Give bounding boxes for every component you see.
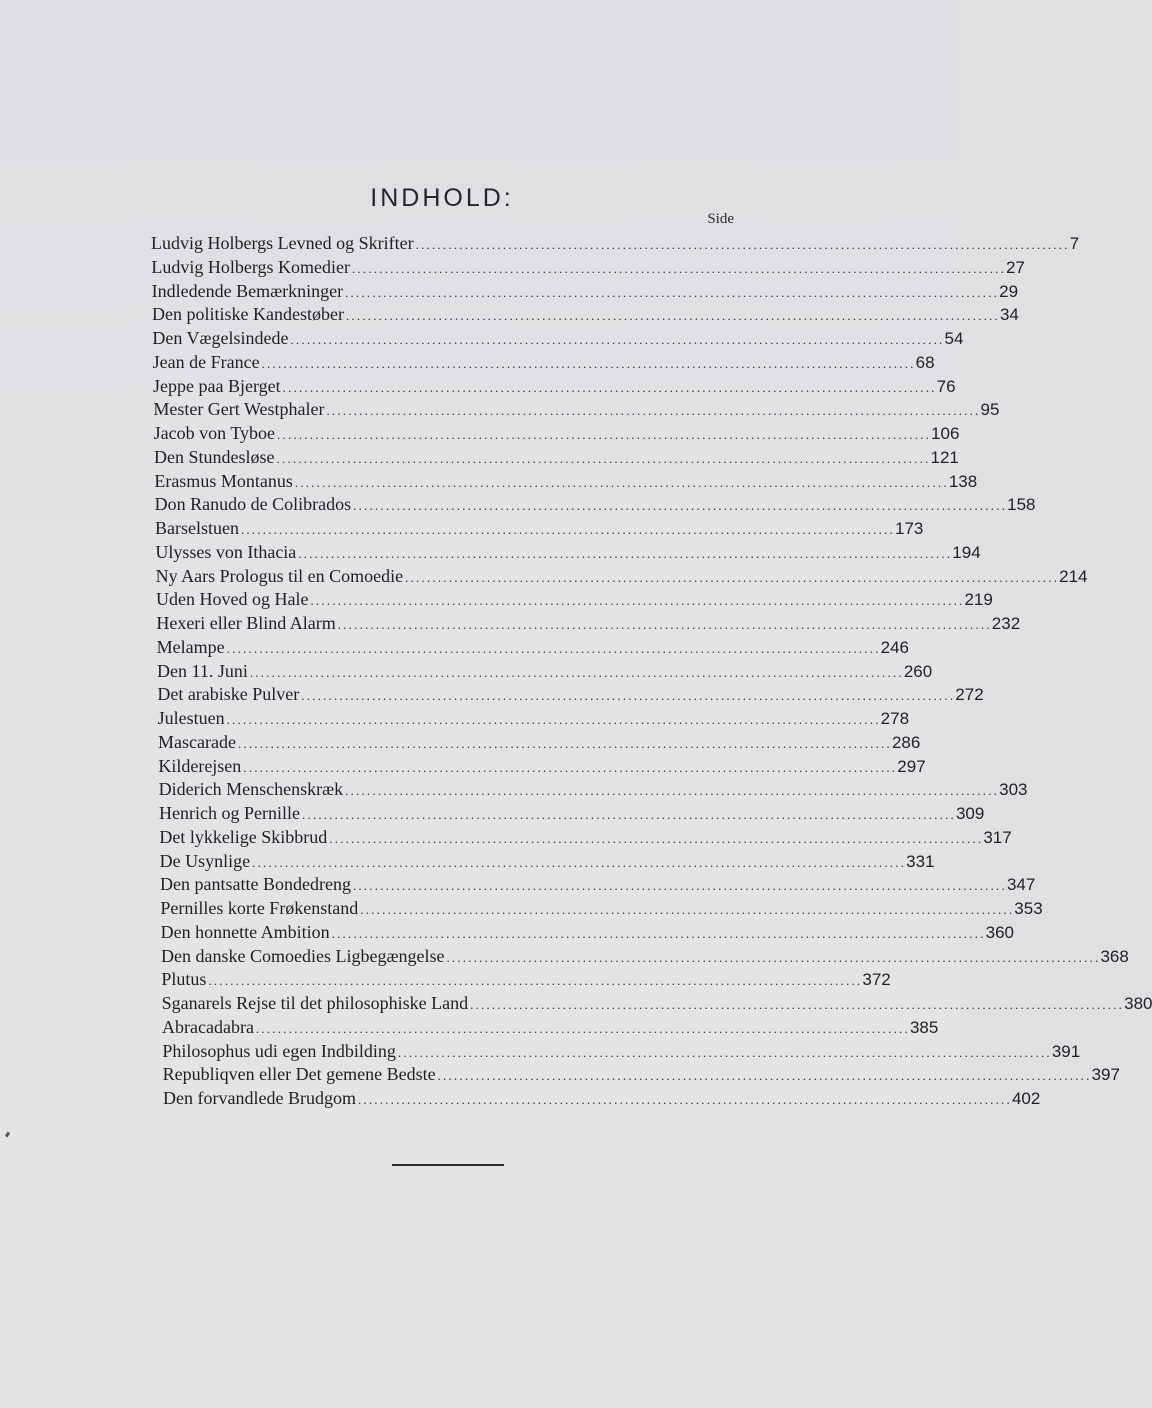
- toc-entry-title: Det lykkelige Skibbrud: [159, 826, 328, 847]
- dot-leader: ........................................................................................................................: [237, 735, 892, 751]
- dot-leader: ........................................................................................................................: [415, 237, 1070, 252]
- toc-entry-title: Abracadabra: [162, 1016, 254, 1037]
- toc-entry-title: Republiqven eller Det gemene Bedste: [162, 1064, 436, 1085]
- dot-leader: ........................................................................................................................: [252, 854, 907, 870]
- toc-entry-title: Kilderejsen: [158, 755, 242, 776]
- toc-entry-page: 34: [999, 305, 1019, 325]
- toc-entry-title: Uden Hoved og Hale: [156, 589, 309, 610]
- toc-entry-title: Jeppe paa Bjerget: [153, 375, 281, 396]
- page-column-label: Side: [707, 211, 734, 227]
- toc-entry-title: Den forvandlede Brudgom: [163, 1088, 356, 1108]
- toc-entry: [152, 351, 935, 374]
- toc-entry: [153, 375, 956, 398]
- toc-entry: [158, 731, 921, 754]
- toc-entry: [156, 612, 1021, 635]
- dot-leader: ........................................................................................................................: [243, 759, 898, 775]
- toc-entry: [152, 303, 1019, 326]
- toc-entry: [155, 565, 1088, 588]
- toc-entry-page: 54: [944, 329, 964, 348]
- toc-entry-page: 368: [1100, 946, 1129, 966]
- toc-entry: [154, 446, 959, 469]
- toc-entry-title: Diderich Menschenskræk: [158, 779, 344, 800]
- dot-leader: ........................................................................................................................: [249, 664, 904, 680]
- toc-entry-page: 232: [991, 614, 1021, 633]
- toc-entry: [163, 1087, 1041, 1110]
- toc-entry: [157, 660, 933, 683]
- toc-entry-title: Jacob von Tyboe: [153, 423, 276, 443]
- toc-entry-title: Den honnette Ambition: [160, 921, 330, 942]
- toc-entry-title: Ny Aars Prologus til en Comoedie: [155, 565, 404, 586]
- dot-leader: ........................................................................................................................: [208, 973, 863, 989]
- toc-entry-title: Ludvig Holbergs Komedier: [151, 256, 350, 277]
- toc-entry: [151, 232, 1080, 255]
- toc-entry-title: Mascarade: [158, 731, 236, 752]
- toc-entry-title: Ludvig Holbergs Levned og Skrifter: [151, 233, 414, 253]
- toc-entry-page: 260: [903, 661, 933, 681]
- toc-entry-page: 27: [1005, 257, 1025, 277]
- toc-entry-title: Pernilles korte Frøkenstand: [160, 898, 359, 918]
- toc-entry: [154, 493, 1036, 516]
- toc-entry-title: Jean de France: [152, 351, 260, 372]
- toc-entry-page: 331: [906, 851, 935, 871]
- toc-entry-page: 272: [955, 685, 984, 705]
- dot-leader: ........................................................................................................................: [301, 807, 956, 822]
- toc-entry-title: Den Stundesløse: [154, 446, 275, 467]
- toc-entry-page: 194: [952, 542, 981, 562]
- toc-entry-page: 309: [955, 804, 985, 823]
- toc-entry-page: 158: [1007, 495, 1036, 515]
- dot-leader: ........................................................................................................................: [360, 902, 1015, 917]
- toc-entry-title: Sganarels Rejse til det philosophiske Land: [161, 993, 469, 1013]
- toc-entry-page: 397: [1091, 1065, 1120, 1085]
- toc-entry: [157, 683, 984, 706]
- toc-entry-title: Den danske Comoedies Ligbegængelse: [161, 945, 445, 966]
- dot-leader: ........................................................................................................................: [437, 1068, 1092, 1084]
- dot-leader: ........................................................................................................................: [255, 1020, 910, 1036]
- toc-entry-title: Den pantsatte Bondedreng: [160, 874, 351, 895]
- dot-leader: ........................................................................................................................: [326, 403, 981, 419]
- toc-entry-page: 68: [915, 352, 935, 372]
- toc-entry-page: 246: [880, 637, 910, 657]
- toc-entry-title: Indledende Bemærkninger: [151, 280, 344, 301]
- toc-entry: [156, 588, 993, 611]
- toc-entry-title: Henrich og Pernille: [159, 803, 300, 823]
- toc-entry: [162, 1040, 1081, 1063]
- toc-entry: [158, 755, 926, 778]
- toc-entry: [155, 517, 924, 540]
- toc-entry-page: 29: [999, 281, 1019, 301]
- dot-leader: ........................................................................................................................: [470, 997, 1125, 1012]
- dot-leader: ........................................................................................................................: [301, 688, 956, 704]
- dot-leader: ........................................................................................................................: [405, 569, 1060, 585]
- toc-entry-title: Melampe: [156, 636, 225, 657]
- margin-mark: [5, 1132, 10, 1138]
- toc-entry-page: 317: [983, 827, 1012, 847]
- dot-leader: ........................................................................................................................: [298, 545, 953, 561]
- toc-entry-title: Det arabiske Pulver: [157, 684, 300, 705]
- dot-leader: ........................................................................................................................: [337, 617, 992, 632]
- dot-leader: ........................................................................................................................: [282, 379, 937, 395]
- toc-entry: [155, 541, 981, 564]
- toc-entry: [159, 802, 985, 825]
- toc-entry-page: 353: [1014, 899, 1043, 918]
- toc-entry-page: 76: [936, 376, 956, 396]
- toc-entry-page: 121: [930, 447, 959, 467]
- toc-entry: [154, 470, 978, 493]
- toc-entry-title: Den Vægelsindede: [152, 328, 289, 348]
- toc-entry: [159, 826, 1012, 849]
- toc-entry-title: Plutus: [161, 969, 207, 990]
- toc-entry-title: Ulysses von Ithacia: [155, 541, 297, 562]
- toc-entry-page: 385: [909, 1017, 939, 1037]
- dot-leader: ........................................................................................................................: [240, 522, 895, 537]
- dot-leader: ........................................................................................................................: [261, 355, 916, 371]
- toc-entry: [161, 992, 1152, 1015]
- toc-entry-title: Don Ranudo de Colibrados: [154, 494, 352, 515]
- dot-leader: ........................................................................................................................: [353, 498, 1008, 514]
- toc-entry-page: 402: [1011, 1089, 1041, 1108]
- toc-entry-page: 219: [964, 590, 993, 610]
- toc-entry-title: Erasmus Montanus: [154, 470, 293, 491]
- page-title: INDHOLD:: [370, 184, 514, 212]
- toc-entry-page: 106: [931, 424, 960, 443]
- toc-entry: [160, 897, 1043, 920]
- toc-entry-page: 7: [1069, 234, 1080, 253]
- dot-leader: ........................................................................................................................: [276, 450, 931, 466]
- toc-entry-page: 347: [1006, 875, 1036, 895]
- toc-entry: [153, 422, 960, 445]
- toc-entry-page: 173: [894, 519, 924, 538]
- toc-entry-title: Hexeri eller Blind Alarm: [156, 613, 336, 633]
- dot-leader: ........................................................................................................................: [345, 284, 1000, 300]
- toc-entry: [160, 921, 1015, 944]
- toc-entry: [157, 707, 910, 730]
- toc-entry: [156, 636, 910, 659]
- toc-entry-title: Barselstuen: [155, 518, 239, 538]
- toc-entry-page: 138: [948, 471, 978, 491]
- dot-leader: ........................................................................................................................: [357, 1092, 1012, 1107]
- toc-entry: [162, 1016, 939, 1039]
- toc-entry: [151, 256, 1025, 279]
- dot-leader: ........................................................................................................................: [329, 830, 984, 846]
- dot-leader: ........................................................................................................................: [277, 427, 932, 442]
- dot-leader: ........................................................................................................................: [226, 712, 881, 727]
- toc-entry-title: Den politiske Kandestøber: [152, 304, 344, 325]
- toc-entry-page: 380: [1124, 994, 1152, 1013]
- toc-entry: [151, 280, 1019, 303]
- toc-entry-page: 303: [999, 780, 1028, 800]
- toc-entry-page: 278: [880, 709, 910, 728]
- toc-entry: [159, 850, 935, 873]
- dot-leader: ........................................................................................................................: [290, 332, 945, 347]
- toc-entry: [153, 398, 1000, 421]
- toc-entry-page: 286: [891, 732, 921, 752]
- toc-entry-page: 95: [980, 400, 1000, 420]
- toc-entry: [161, 945, 1129, 968]
- toc-entry-title: Philosophus udi egen Indbilding: [162, 1040, 396, 1061]
- dot-leader: ........................................................................................................................: [331, 925, 986, 941]
- toc-entry-page: 214: [1059, 566, 1088, 586]
- toc-entry-page: 297: [897, 756, 926, 776]
- toc-entry: [152, 327, 964, 350]
- toc-entry-title: Mester Gert Westphaler: [153, 399, 325, 420]
- toc-entry: [160, 873, 1036, 896]
- toc-entry-page: 391: [1051, 1041, 1081, 1061]
- dot-leader: ........................................................................................................................: [294, 474, 949, 490]
- toc-entry-page: 372: [862, 970, 891, 990]
- toc-entry-title: Den 11. Juni: [157, 660, 248, 681]
- toc-entry-title: Julestuen: [157, 708, 225, 728]
- dot-leader: ........................................................................................................................: [226, 640, 881, 656]
- toc-entry-page: 360: [985, 922, 1015, 942]
- toc-entry: [162, 1063, 1120, 1086]
- dot-leader: ........................................................................................................................: [397, 1044, 1052, 1060]
- dot-leader: ........................................................................................................................: [446, 949, 1101, 965]
- closing-rule: [392, 1164, 504, 1166]
- toc-entry: [161, 968, 891, 991]
- toc-entry: [158, 778, 1028, 801]
- toc-entry-title: De Usynlige: [159, 850, 251, 871]
- dot-leader: ........................................................................................................................: [345, 308, 1000, 324]
- dot-leader: ........................................................................................................................: [351, 260, 1006, 276]
- dot-leader: ........................................................................................................................: [345, 783, 1000, 799]
- dot-leader: ........................................................................................................................: [310, 593, 965, 609]
- dot-leader: ........................................................................................................................: [352, 878, 1007, 894]
